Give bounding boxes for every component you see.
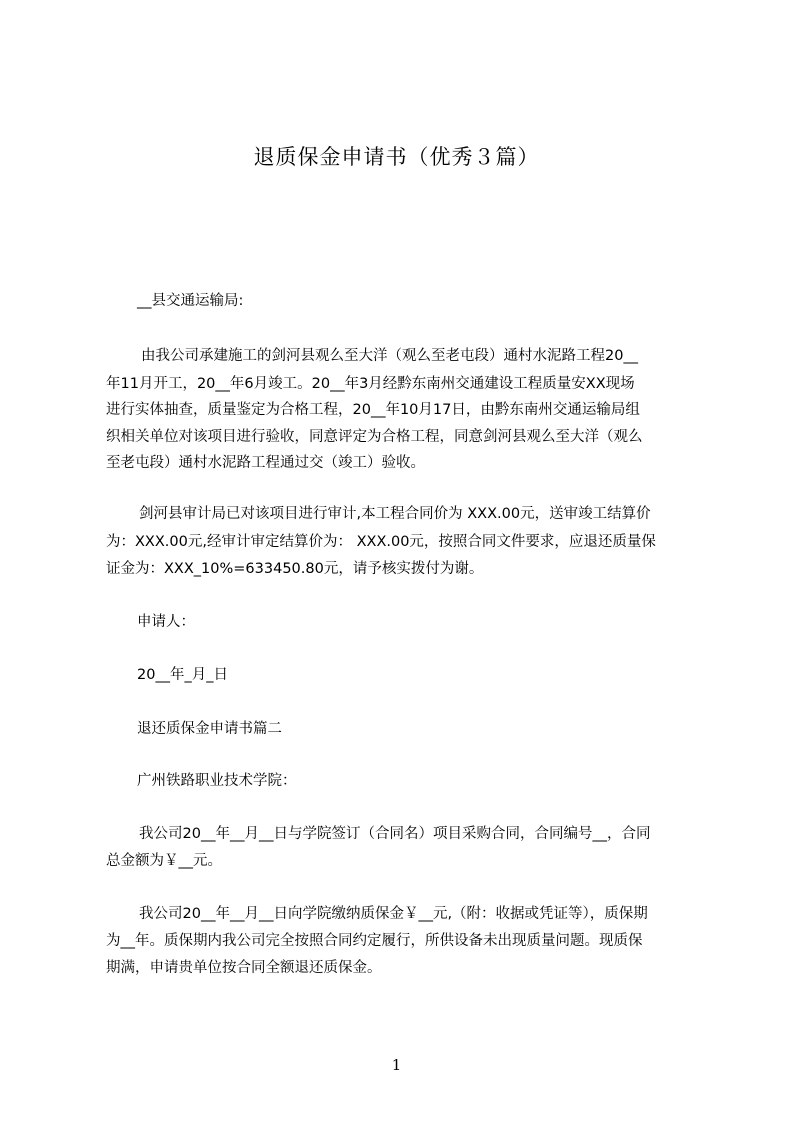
body-paragraph-4-line-1: 我公司20__年__月__日向学院缴纳质保金￥__元,（附：收据或凭证等），质保期 xyxy=(139,906,648,922)
addressee-line-2: 广州铁路职业技术学院： xyxy=(137,773,297,789)
section-heading-2: 退还质保金申请书篇二 xyxy=(137,721,282,737)
document-title: 退质保金申请书（优秀３篇） xyxy=(253,145,540,169)
body-paragraph-2-line-3: 证金为：XXX_10%=633450.80元，请予核实拨付为谢。 xyxy=(106,561,484,577)
body-paragraph-4-line-3: 期满，申请贵单位按合同全额退还质保金。 xyxy=(106,960,382,976)
body-paragraph-2-line-2: 为：XXX.00元,经审计审定结算价为： XXX.00元，按照合同文件要求，应退还质量保 xyxy=(106,534,656,550)
body-paragraph-4-line-2: 为__年。质保期内我公司完全按照合同约定履行，所供设备未出现质量问题。现质保 xyxy=(106,933,643,949)
addressee-line: __县交通运输局: xyxy=(137,293,244,309)
body-paragraph-1-line-5: 至老屯段）通村水泥路工程通过交（竣工）验收。 xyxy=(106,455,425,471)
applicant-line: 申请人： xyxy=(137,614,195,630)
body-paragraph-1-line-2: 年11月开工，20__年6月竣工。20__年3月经黔东南州交通建设工程质量安XX现场 xyxy=(106,376,635,392)
body-paragraph-1-line-1: 由我公司承建施工的剑河县观么至大洋（观么至老屯段）通村水泥路工程20__ xyxy=(141,348,638,364)
date-line: 20__年_月_日 xyxy=(137,667,228,683)
body-paragraph-3-line-2: 总金额为￥__元。 xyxy=(106,853,222,869)
body-paragraph-3-line-1: 我公司20__年__月__日与学院签订（合同名）项目采购合同，合同编号__，合同 xyxy=(139,826,651,842)
body-paragraph-1-line-4: 织相关单位对该项目进行验收，同意评定为合格工程，同意剑河县观么至大洋（观么 xyxy=(106,429,643,445)
page-number: 1 xyxy=(391,1056,402,1074)
body-paragraph-2-line-1: 剑河县审计局已对该项目进行审计,本工程合同价为 XXX.00元，送审竣工结算价 xyxy=(139,506,651,522)
body-paragraph-1-line-3: 进行实体抽查，质量鉴定为合格工程，20__年10月17日，由黔东南州交通运输局组 xyxy=(106,402,640,418)
